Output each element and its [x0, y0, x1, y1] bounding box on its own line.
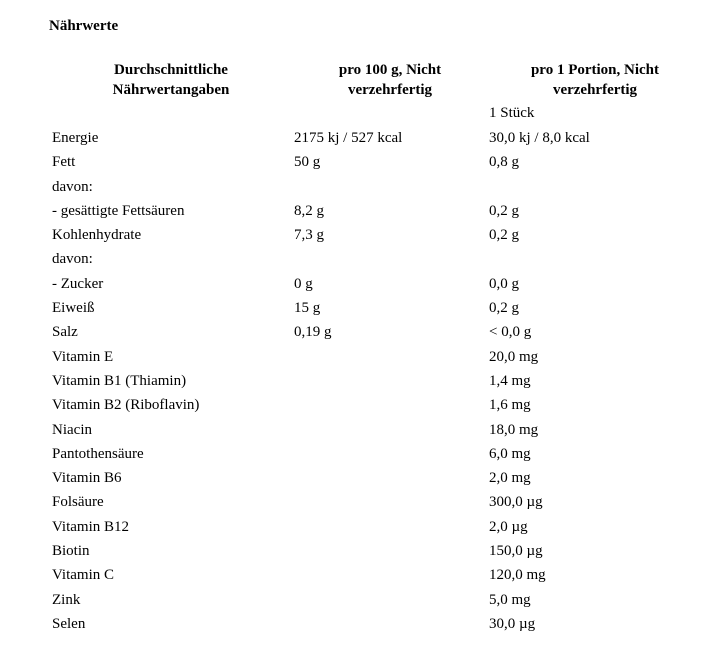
nutrient-name: Biotin	[52, 543, 90, 560]
value-per-portion: 300,0 µg	[489, 494, 543, 511]
nutrient-name: - Zucker	[52, 275, 104, 292]
table-row	[0, 565, 723, 589]
value-per-portion: 1,6 mg	[489, 397, 531, 414]
value-per-100g: 15 g	[294, 300, 321, 317]
nutrient-name: davon:	[52, 251, 93, 268]
table-row	[0, 468, 723, 492]
nutrient-name: Salz	[52, 324, 78, 341]
table-row	[0, 517, 723, 541]
value-per-portion: 0,8 g	[489, 154, 519, 171]
value-per-portion: 2,0 µg	[489, 518, 528, 535]
nutrient-name: Vitamin B1 (Thiamin)	[52, 372, 187, 389]
header-per-portion: pro 1 Portion, Nicht verzehrfertig	[530, 62, 660, 98]
nutrient-name: Vitamin C	[52, 567, 115, 584]
value-per-portion: 5,0 mg	[489, 591, 531, 608]
table-row	[0, 395, 723, 419]
nutrient-name: Energie	[52, 130, 99, 146]
value-per-100g: 7,3 g	[294, 227, 324, 244]
nutrient-name: Vitamin B12	[52, 518, 130, 535]
table-row	[0, 541, 723, 565]
nutrient-name: Vitamin E	[52, 348, 114, 365]
value-per-portion: 0,2 g	[489, 300, 519, 317]
table-row	[0, 249, 723, 273]
value-per-100g: 2175 kj / 527 kcal	[294, 130, 403, 146]
nutrient-name: - gesättigte Fettsäuren	[52, 202, 185, 219]
nutrition-table	[0, 128, 723, 638]
table-row	[0, 492, 723, 516]
value-per-portion: 18,0 mg	[489, 421, 539, 438]
value-per-100g: 50 g	[294, 154, 321, 171]
nutrient-name: Vitamin B2 (Riboflavin)	[52, 397, 200, 414]
nutrient-name: Kohlenhydrate	[52, 227, 142, 244]
value-per-portion: 1,4 mg	[489, 372, 531, 389]
value-per-portion: 0,2 g	[489, 227, 519, 244]
value-per-portion: 30,0 kj / 8,0 kcal	[489, 130, 590, 146]
value-per-portion: 120,0 mg	[489, 567, 546, 584]
table-row	[0, 128, 723, 152]
table-row	[0, 298, 723, 322]
portion-size-label: 1 Stück	[489, 105, 535, 121]
header-nutrient: Durchschnittliche Nährwertangaben	[112, 62, 230, 98]
value-per-100g: 8,2 g	[294, 202, 324, 219]
table-row	[0, 371, 723, 395]
value-per-portion: 30,0 µg	[489, 615, 536, 632]
table-row	[0, 614, 723, 638]
nutrient-name: Vitamin B6	[52, 470, 122, 487]
table-row	[0, 201, 723, 225]
nutrient-name: Fett	[52, 154, 76, 171]
table-row	[0, 420, 723, 444]
value-per-portion: 0,2 g	[489, 202, 519, 219]
value-per-portion: 150,0 µg	[489, 543, 543, 560]
page-title: Nährwerte	[49, 18, 119, 34]
value-per-portion: 2,0 mg	[489, 470, 531, 487]
value-per-portion: 6,0 mg	[489, 445, 531, 462]
nutrient-name: davon:	[52, 178, 93, 195]
table-row	[0, 590, 723, 614]
nutrient-name: Niacin	[52, 421, 92, 438]
table-row	[0, 274, 723, 298]
nutrient-name: Selen	[52, 615, 86, 632]
table-row	[0, 177, 723, 201]
table-row	[0, 347, 723, 371]
nutrient-name: Folsäure	[52, 494, 104, 511]
table-row	[0, 444, 723, 468]
nutrient-name: Pantothensäure	[52, 445, 144, 462]
table-row	[0, 322, 723, 346]
nutrient-name: Eiweiß	[52, 300, 95, 317]
nutrient-name: Zink	[52, 591, 81, 608]
value-per-portion: 0,0 g	[489, 275, 519, 292]
table-row	[0, 152, 723, 176]
value-per-100g: 0 g	[294, 275, 313, 292]
value-per-portion: 20,0 mg	[489, 348, 539, 365]
value-per-100g: 0,19 g	[294, 324, 332, 341]
header-per-100g: pro 100 g, Nicht verzehrfertig	[338, 62, 442, 98]
value-per-portion: < 0,0 g	[489, 324, 532, 341]
table-row	[0, 225, 723, 249]
